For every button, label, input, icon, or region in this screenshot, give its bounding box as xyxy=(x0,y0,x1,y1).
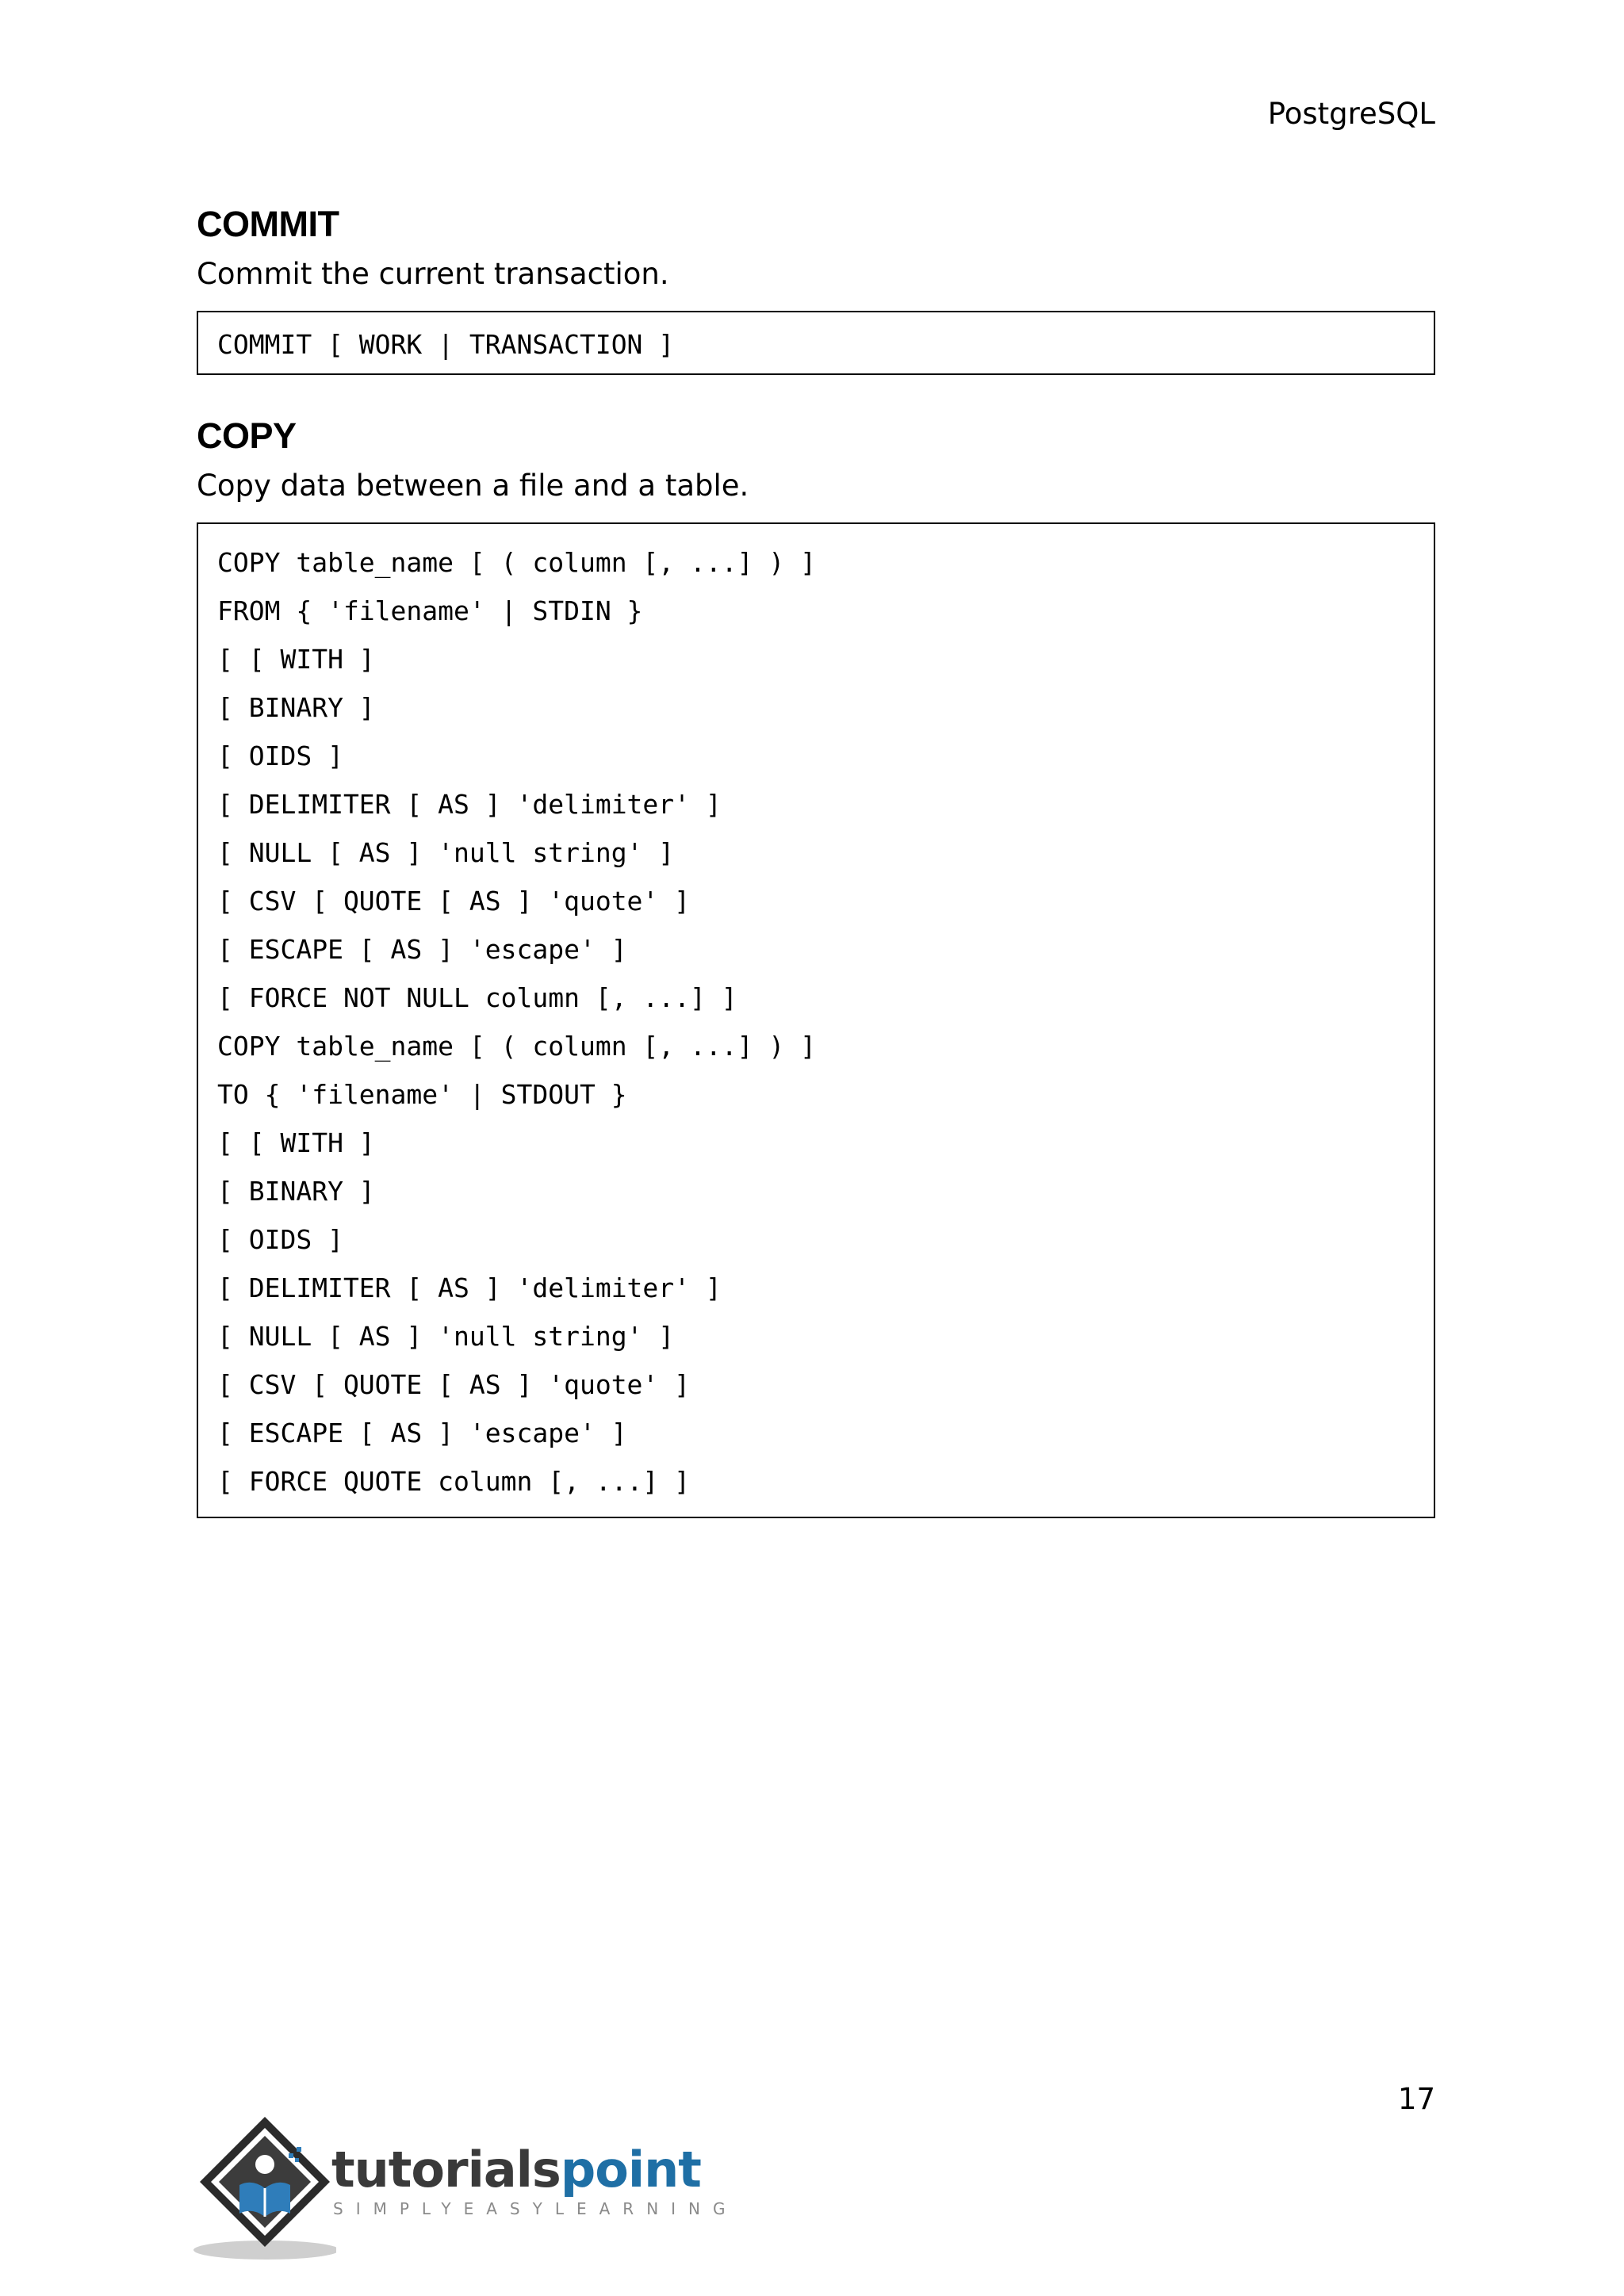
code-line: [ [ WITH ] xyxy=(217,644,375,675)
code-line: TO { 'filename' | STDOUT } xyxy=(217,1079,627,1111)
code-line: [ NULL [ AS ] 'null string' ] xyxy=(217,837,675,869)
page-number: 17 xyxy=(1397,2082,1435,2116)
page-content xyxy=(197,203,1435,1518)
code-line: [ BINARY ] xyxy=(217,1176,375,1207)
code-line: [ DELIMITER [ AS ] 'delimiter' ] xyxy=(217,789,722,821)
logo-wordmark-part1: tutorials xyxy=(331,2141,561,2198)
tutorialspoint-logo xyxy=(193,2112,738,2263)
code-line: [ DELIMITER [ AS ] 'delimiter' ] xyxy=(217,1272,722,1304)
code-line: [ CSV [ QUOTE [ AS ] 'quote' ] xyxy=(217,886,691,917)
section-description: Copy data between a file and a table. xyxy=(197,469,749,503)
code-line: [ OIDS ] xyxy=(217,740,343,772)
code-line: [ NULL [ AS ] 'null string' ] xyxy=(217,1321,675,1353)
section-heading: COMMIT xyxy=(197,204,339,244)
code-line: [ ESCAPE [ AS ] 'escape' ] xyxy=(217,934,627,966)
code-line: COPY table_name [ ( column [, ...] ) ] xyxy=(217,547,816,579)
code-line: [ ESCAPE [ AS ] 'escape' ] xyxy=(217,1418,627,1449)
code-block xyxy=(197,311,1435,375)
section-copy xyxy=(197,415,1435,1518)
code-line: [ OIDS ] xyxy=(217,1224,343,1256)
code-line: COPY table_name [ ( column [, ...] ) ] xyxy=(217,1031,816,1062)
code-line: [ BINARY ] xyxy=(217,692,375,724)
code-line: COMMIT [ WORK | TRANSACTION ] xyxy=(217,329,675,361)
section-commit xyxy=(197,203,1435,375)
logo-wordmark xyxy=(331,2141,701,2198)
logo-tagline: SIMPLYEASYLEARNING xyxy=(333,2199,738,2218)
code-line: FROM { 'filename' | STDIN } xyxy=(217,595,643,627)
logo-wordmark-part2: point xyxy=(560,2141,701,2198)
code-line: [ [ WITH ] xyxy=(217,1127,375,1159)
code-line: [ FORCE NOT NULL column [, ...] ] xyxy=(217,982,737,1014)
code-line: [ CSV [ QUOTE [ AS ] 'quote' ] xyxy=(217,1369,691,1401)
code-line: [ FORCE QUOTE column [, ...] ] xyxy=(217,1466,691,1498)
running-header-title: PostgreSQL xyxy=(1267,97,1435,131)
section-heading: COPY xyxy=(197,415,297,457)
code-block xyxy=(197,522,1435,1518)
tutorialspoint-logo-icon xyxy=(193,2112,336,2263)
section-description: Commit the current transaction. xyxy=(197,257,669,291)
